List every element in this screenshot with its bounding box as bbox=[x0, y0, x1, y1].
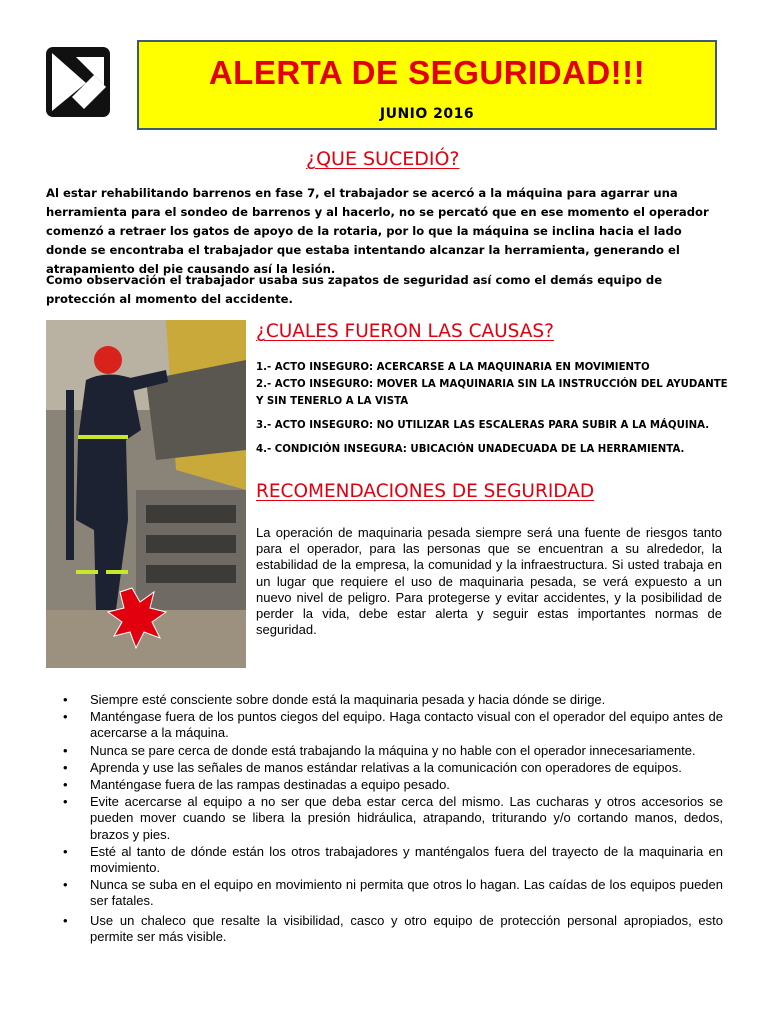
list-item-text: Use un chaleco que resalte la visibilidad, casco y otro equipo de protección personal apropiados, esto permite ser más visible. bbox=[90, 912, 723, 944]
what-happened-heading: ¿QUE SUCEDIÓ? bbox=[306, 148, 460, 170]
list-item-text: Aprenda y use las señales de manos estándar relativas a la comunicación con operadores de equipos. bbox=[90, 759, 682, 775]
cause-item-1: 1.- ACTO INSEGURO: ACERCARSE A LA MAQUINARIA EN MOVIMIENTO bbox=[256, 362, 650, 373]
list-item bbox=[61, 794, 723, 843]
list-item bbox=[61, 760, 723, 776]
bullet-icon: • bbox=[63, 877, 68, 893]
list-item bbox=[61, 777, 723, 793]
bullet-icon: • bbox=[63, 912, 68, 928]
list-item-text: Manténgase fuera de los puntos ciegos del equipo. Haga contacto visual con el operador del equipo antes de acercarse a la máquina. bbox=[90, 709, 723, 741]
accident-photo bbox=[46, 320, 246, 668]
list-item-text: Manténgase fuera de las rampas destinadas a equipo pesado. bbox=[90, 777, 450, 793]
list-item bbox=[61, 709, 723, 741]
bullet-icon: • bbox=[63, 692, 68, 707]
list-item-text: Nunca se suba en el equipo en movimiento ni permita que otros lo hagan. Las caídas de los equipos pueden ser fatales. bbox=[90, 877, 723, 909]
bullet-icon: • bbox=[63, 742, 68, 758]
list-item bbox=[61, 692, 723, 708]
bullet-icon: • bbox=[63, 843, 68, 859]
alert-banner bbox=[137, 40, 717, 130]
list-item bbox=[61, 844, 723, 876]
list-item-text: Esté al tanto de dónde están los otros trabajadores y manténgalos fuera del trayecto de la maquinaria en movimiento. bbox=[90, 843, 723, 876]
causes-list bbox=[256, 359, 728, 458]
cause-item-4: 4.- CONDICIÓN INSEGURA: UBICACIÓN UNADECUADA DE LA HERRAMIENTA. bbox=[256, 444, 685, 455]
recommendations-list bbox=[61, 692, 723, 946]
list-item-text: Siempre esté consciente sobre donde está la maquinaria pesada y hacia dónde se dirige. bbox=[90, 692, 606, 707]
company-logo-icon bbox=[46, 47, 110, 117]
list-item bbox=[61, 743, 723, 759]
list-item-text: Nunca se pare cerca de donde está trabajando la máquina y no hable con el operador innecesariamente. bbox=[90, 742, 696, 758]
bullet-icon: • bbox=[63, 777, 68, 793]
list-item-text: Evite acercarse al equipo a no ser que deba estar cerca del mismo. Las cucharas y otros accesorios se pueden mover cuando se libera la presión hidráulica, atrapando, triturando y/o cortando manos, dedos, brazos y pies. bbox=[90, 794, 723, 842]
list-item bbox=[61, 877, 723, 909]
list-item bbox=[61, 913, 723, 945]
what-happened-paragraph-2: Como observación el trabajador usaba sus zapatos de seguridad así como el demás equipo de protección al momento del accidente. bbox=[46, 273, 663, 306]
alert-date: JUNIO 2016 bbox=[379, 106, 475, 122]
recommendations-heading: RECOMENDACIONES DE SEGURIDAD bbox=[256, 481, 595, 502]
bullet-icon: • bbox=[63, 759, 68, 775]
alert-title: ALERTA DE SEGURIDAD!!! bbox=[208, 54, 646, 91]
bullet-icon: • bbox=[63, 709, 68, 725]
causes-heading: ¿CUALES FUERON LAS CAUSAS? bbox=[256, 321, 554, 342]
recommendations-intro: La operación de maquinaria pesada siempre será una fuente de riesgos tanto para el operador, para las personas que se encuentran a su alrededor, la estabilidad de la empresa, la comunidad y la infraestructura. Si usted trabaja en un lugar que requiere el uso de maquinaria pesada, se verá expuesto a un nuevo nivel de peligro. Para protegerse y evitar accidentes, y la posibilidad de perder la vida, debe estar alerta y seguir estas importantes normas de seguridad. bbox=[256, 525, 722, 638]
cause-item-2: 2.- ACTO INSEGURO: MOVER LA MAQUINARIA SIN LA INSTRUCCIÓN DEL AYUDANTE Y SIN TENERLO A LA VISTA bbox=[256, 379, 728, 407]
cause-item-3: 3.- ACTO INSEGURO: NO UTILIZAR LAS ESCALERAS PARA SUBIR A LA MÁQUINA. bbox=[256, 420, 710, 431]
bullet-icon: • bbox=[63, 794, 68, 810]
what-happened-paragraph-1: Al estar rehabilitando barrenos en fase 7, el trabajador se acercó a la máquina para agarrar una herramienta para el sondeo de barrenos y al hacerlo, no se percató que en ese momento el operador comenzó a retraer los gatos de apoyo de la rotaria, por lo que la máquina se inclina hacia el lado donde se encontraba el trabajador que estaba intentando alcanzar la herramienta, generando el atrapamiento del pie causando así la lesión. bbox=[46, 186, 709, 276]
